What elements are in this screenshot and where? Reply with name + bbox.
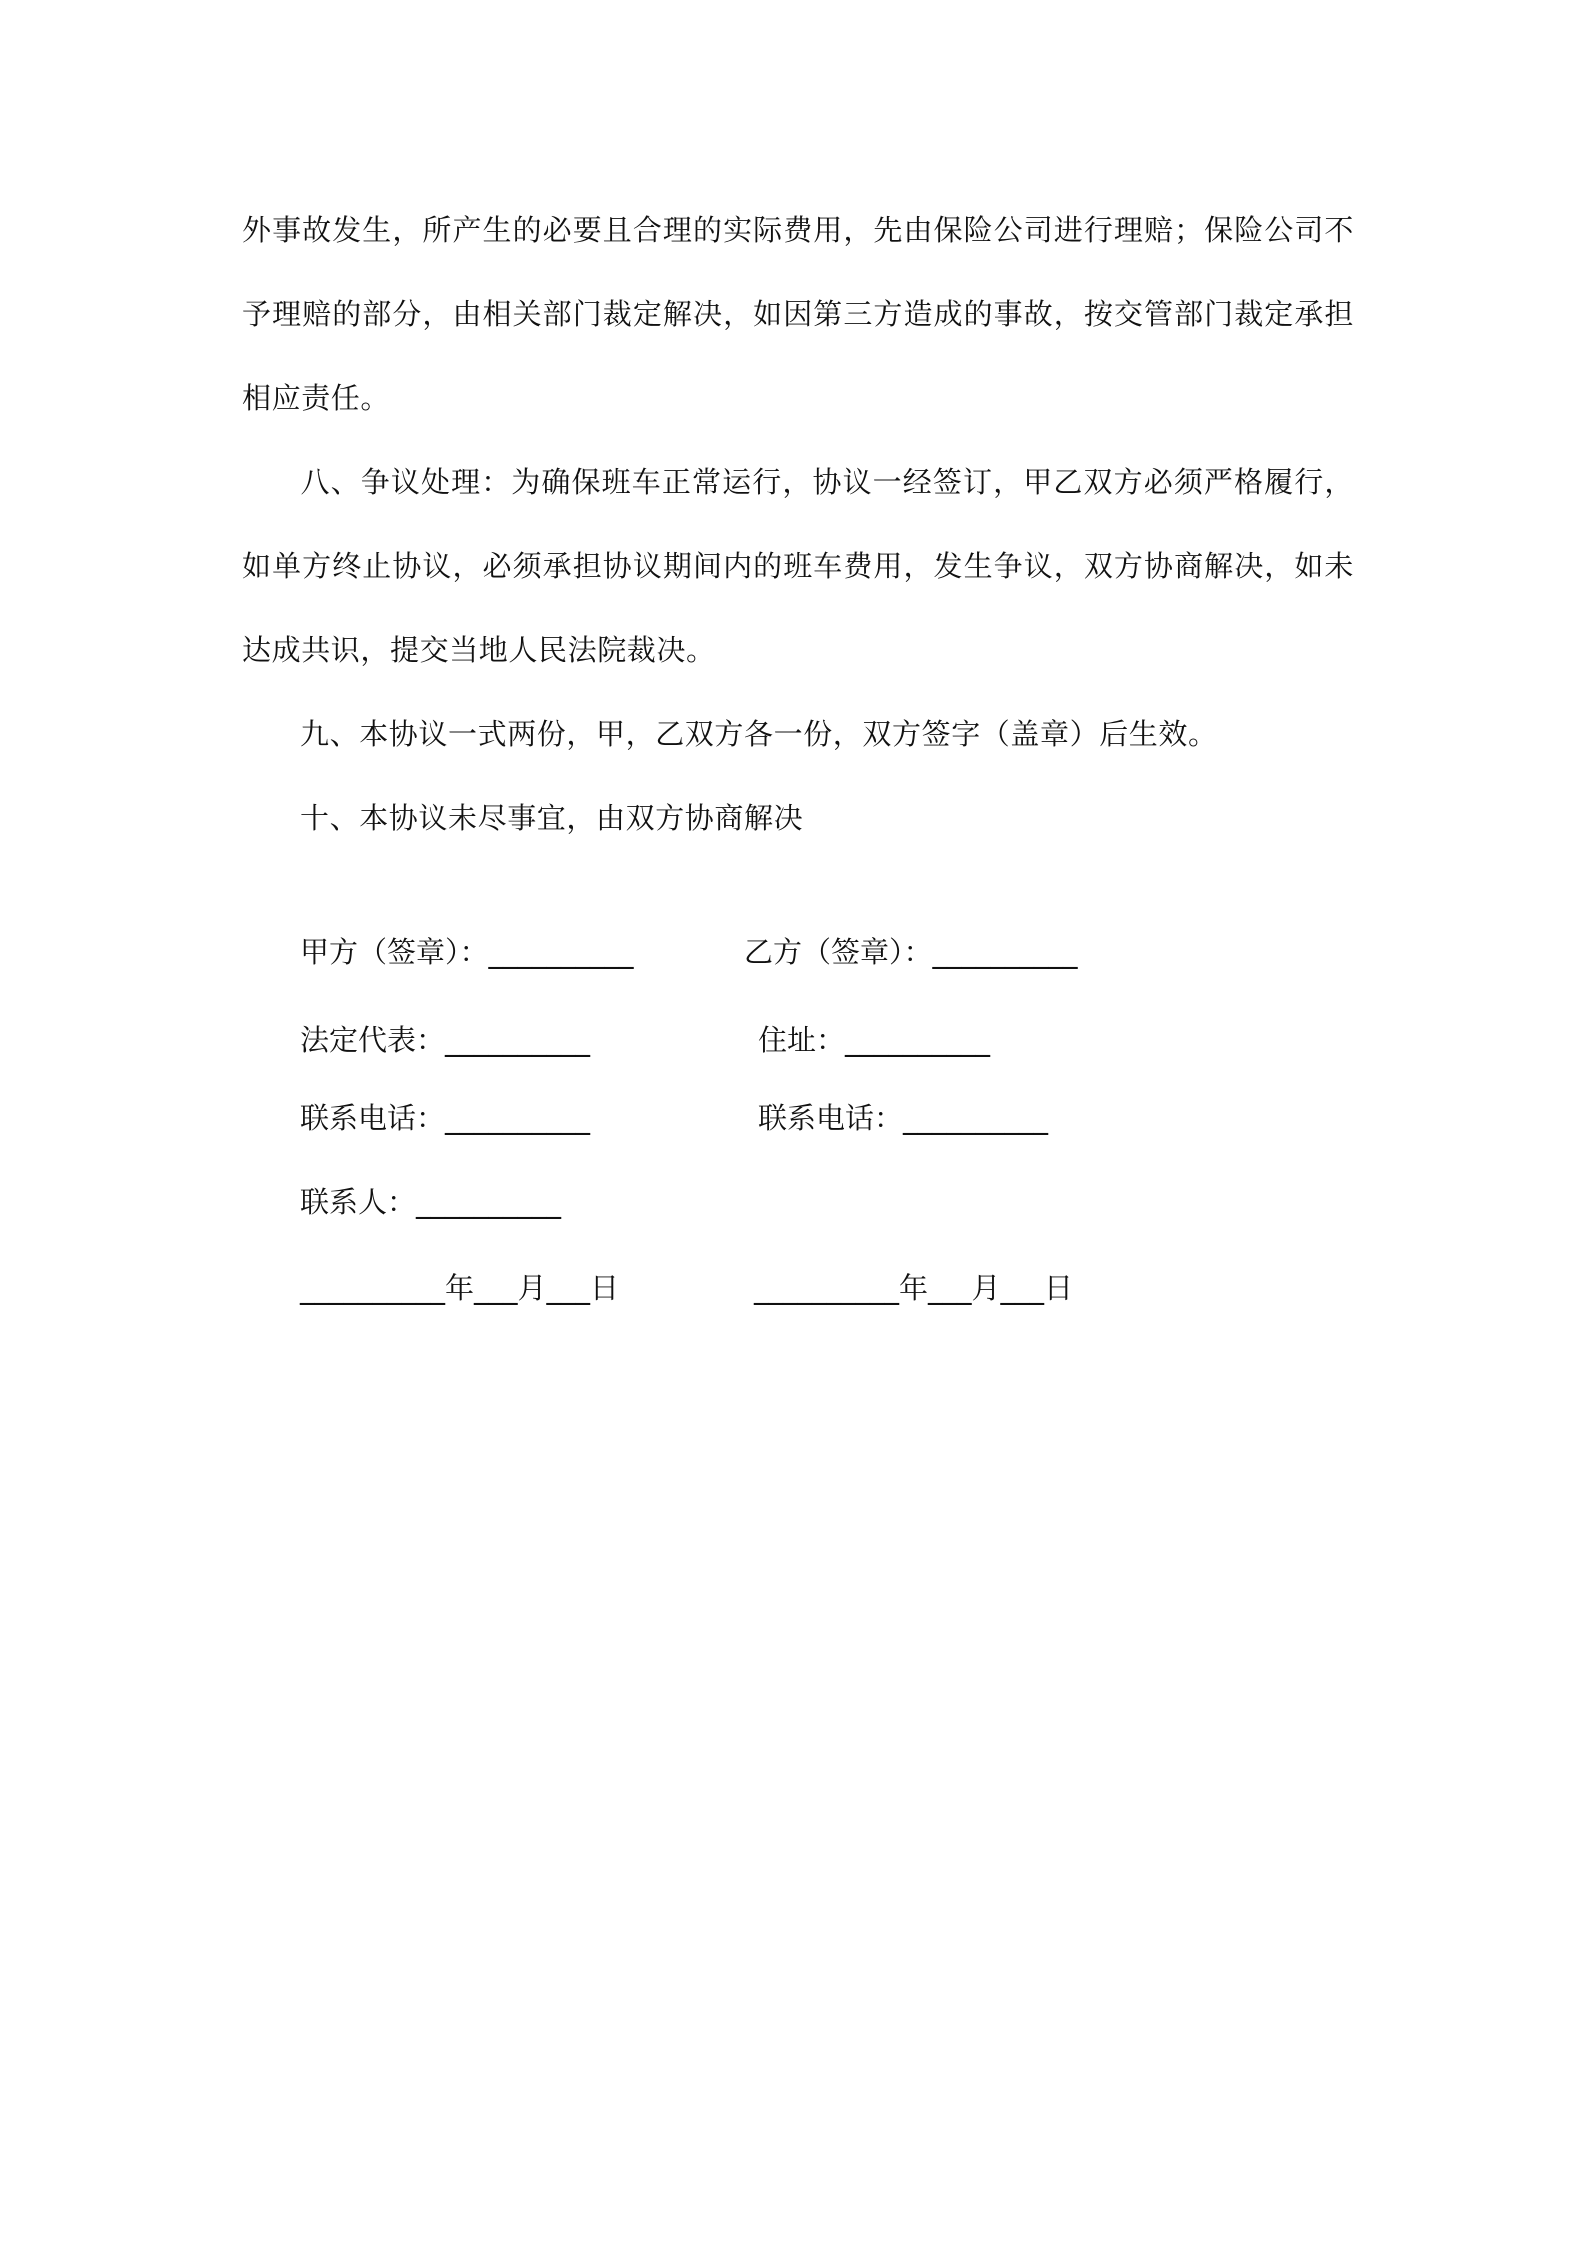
paragraph-text: 九、本协议一式两份，甲，乙双方各一份，双方签字（盖章）后生效。 <box>300 717 1218 751</box>
party-a-signature: 甲方（签章）：__________ <box>300 935 634 969</box>
signature-row-dates <box>300 1268 1074 1308</box>
paragraph-accident-liability <box>242 188 1354 440</box>
date-field-a: __________年___月___日 <box>300 1271 620 1305</box>
paragraph-text: 外事故发生，所产生的必要且合理的实际费用，先由保险公司进行理赔；保险公司不予理赔的部分，由相关部门裁定解决，如因第三方造成的事故，按交管部门裁定承担相应责任。 <box>242 213 1354 415</box>
date-field-b: __________年___月___日 <box>754 1271 1074 1305</box>
party-b-signature: 乙方（签章）：__________ <box>744 935 1078 969</box>
signature-row-phones <box>300 1098 1049 1138</box>
paragraph-dispute-handling <box>242 440 1354 692</box>
signature-row-rep-address <box>300 1020 991 1060</box>
paragraph-other-matters <box>242 776 1354 860</box>
contact-person-field: 联系人：__________ <box>300 1185 562 1219</box>
paragraph-text: 十、本协议未尽事宜，由双方协商解决 <box>300 801 804 835</box>
phone-field-a: 联系电话：__________ <box>300 1101 591 1135</box>
signature-row-parties <box>300 932 1078 972</box>
legal-representative-field: 法定代表：__________ <box>300 1023 591 1057</box>
address-field: 住址：__________ <box>758 1023 991 1057</box>
paragraph-copies-effect <box>242 692 1354 776</box>
paragraph-text: 八、争议处理：为确保班车正常运行，协议一经签订，甲乙双方必须严格履行，如单方终止协议，必须承担协议期间内的班车费用，发生争议，双方协商解决，如未达成共识，提交当地人民法院裁决。 <box>242 465 1354 667</box>
phone-field-b: 联系电话：__________ <box>758 1101 1049 1135</box>
signature-row-contact <box>300 1182 561 1222</box>
